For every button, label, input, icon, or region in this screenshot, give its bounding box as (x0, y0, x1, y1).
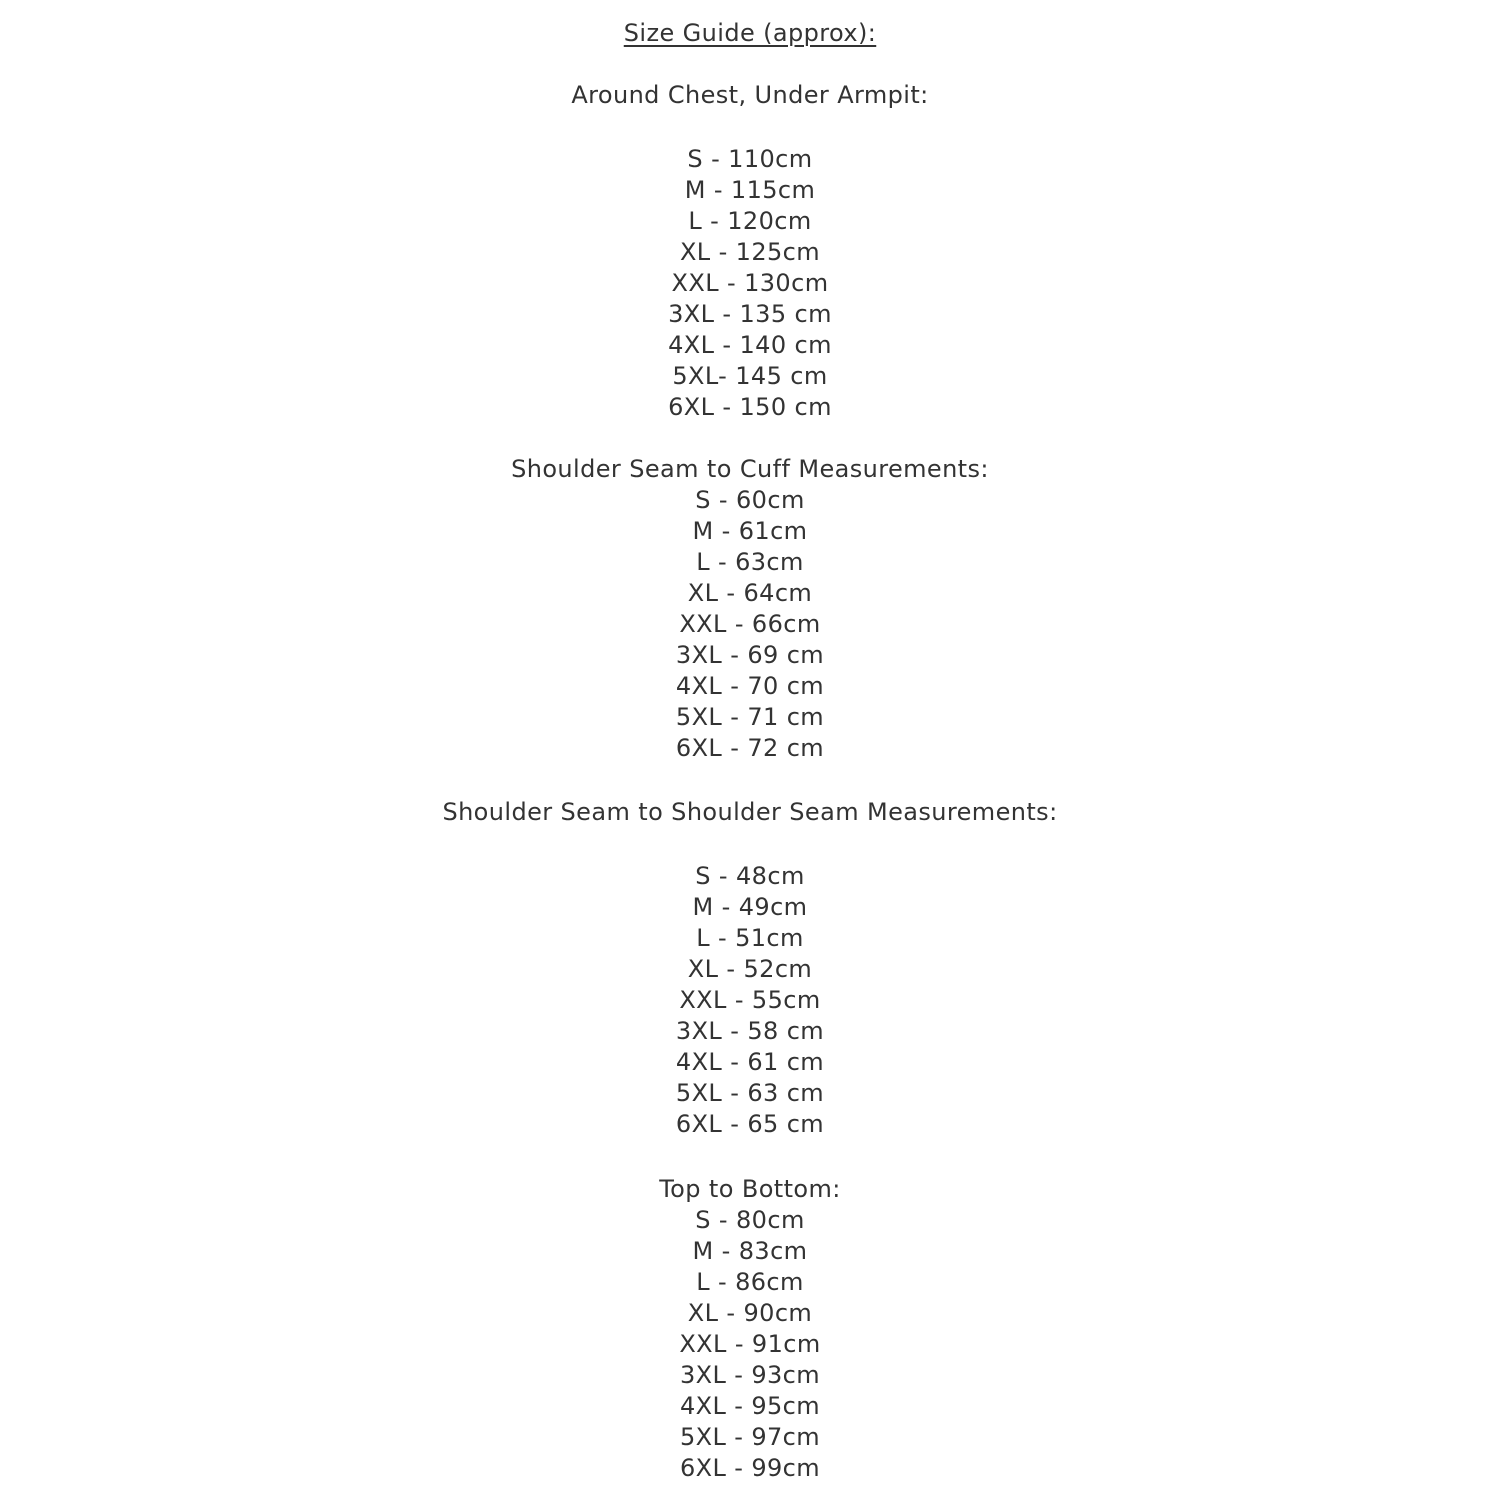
section-heading-top-to-bottom: Top to Bottom: (659, 1175, 841, 1203)
size-row: 5XL- 145 cm (672, 362, 828, 390)
size-row: L - 86cm (696, 1268, 804, 1296)
size-row: M - 61cm (692, 517, 808, 545)
size-row: L - 63cm (696, 548, 804, 576)
size-row: XL - 90cm (687, 1299, 813, 1327)
size-row: XXL - 91cm (679, 1330, 821, 1358)
size-row: S - 80cm (695, 1206, 805, 1234)
size-row: 5XL - 63 cm (675, 1079, 825, 1107)
size-row: 3XL - 69 cm (675, 641, 825, 669)
size-row: 6XL - 72 cm (675, 734, 825, 762)
size-row: 3XL - 135 cm (668, 300, 832, 328)
size-row: 4XL - 140 cm (668, 331, 832, 359)
size-row: M - 115cm (684, 176, 816, 204)
size-row: XXL - 55cm (679, 986, 821, 1014)
size-row: XXL - 66cm (679, 610, 821, 638)
page-title: Size Guide (approx): (623, 19, 877, 47)
section-heading-shoulder-to-shoulder: Shoulder Seam to Shoulder Seam Measurements: (442, 798, 1058, 826)
size-row: 4XL - 61 cm (675, 1048, 825, 1076)
section-heading-chest: Around Chest, Under Armpit: (571, 81, 929, 109)
size-row: XL - 125cm (679, 238, 821, 266)
size-row: 3XL - 58 cm (675, 1017, 825, 1045)
size-row: L - 120cm (688, 207, 812, 235)
size-row: S - 48cm (695, 862, 805, 890)
size-row: M - 83cm (692, 1237, 808, 1265)
size-row: 6XL - 65 cm (675, 1110, 825, 1138)
size-row: XXL - 130cm (671, 269, 829, 297)
size-row: S - 60cm (695, 486, 805, 514)
size-row: 4XL - 95cm (679, 1392, 821, 1420)
size-row: XL - 64cm (687, 579, 813, 607)
size-row: 3XL - 93cm (679, 1361, 821, 1389)
size-row: 5XL - 97cm (679, 1423, 821, 1451)
size-row: XL - 52cm (687, 955, 813, 983)
size-row: 5XL - 71 cm (675, 703, 825, 731)
size-row: 6XL - 99cm (679, 1454, 821, 1482)
size-row: 4XL - 70 cm (675, 672, 825, 700)
size-row: 6XL - 150 cm (668, 393, 832, 421)
section-heading-shoulder-to-cuff: Shoulder Seam to Cuff Measurements: (511, 455, 989, 483)
size-row: L - 51cm (696, 924, 804, 952)
size-row: S - 110cm (687, 145, 813, 173)
size-row: M - 49cm (692, 893, 808, 921)
